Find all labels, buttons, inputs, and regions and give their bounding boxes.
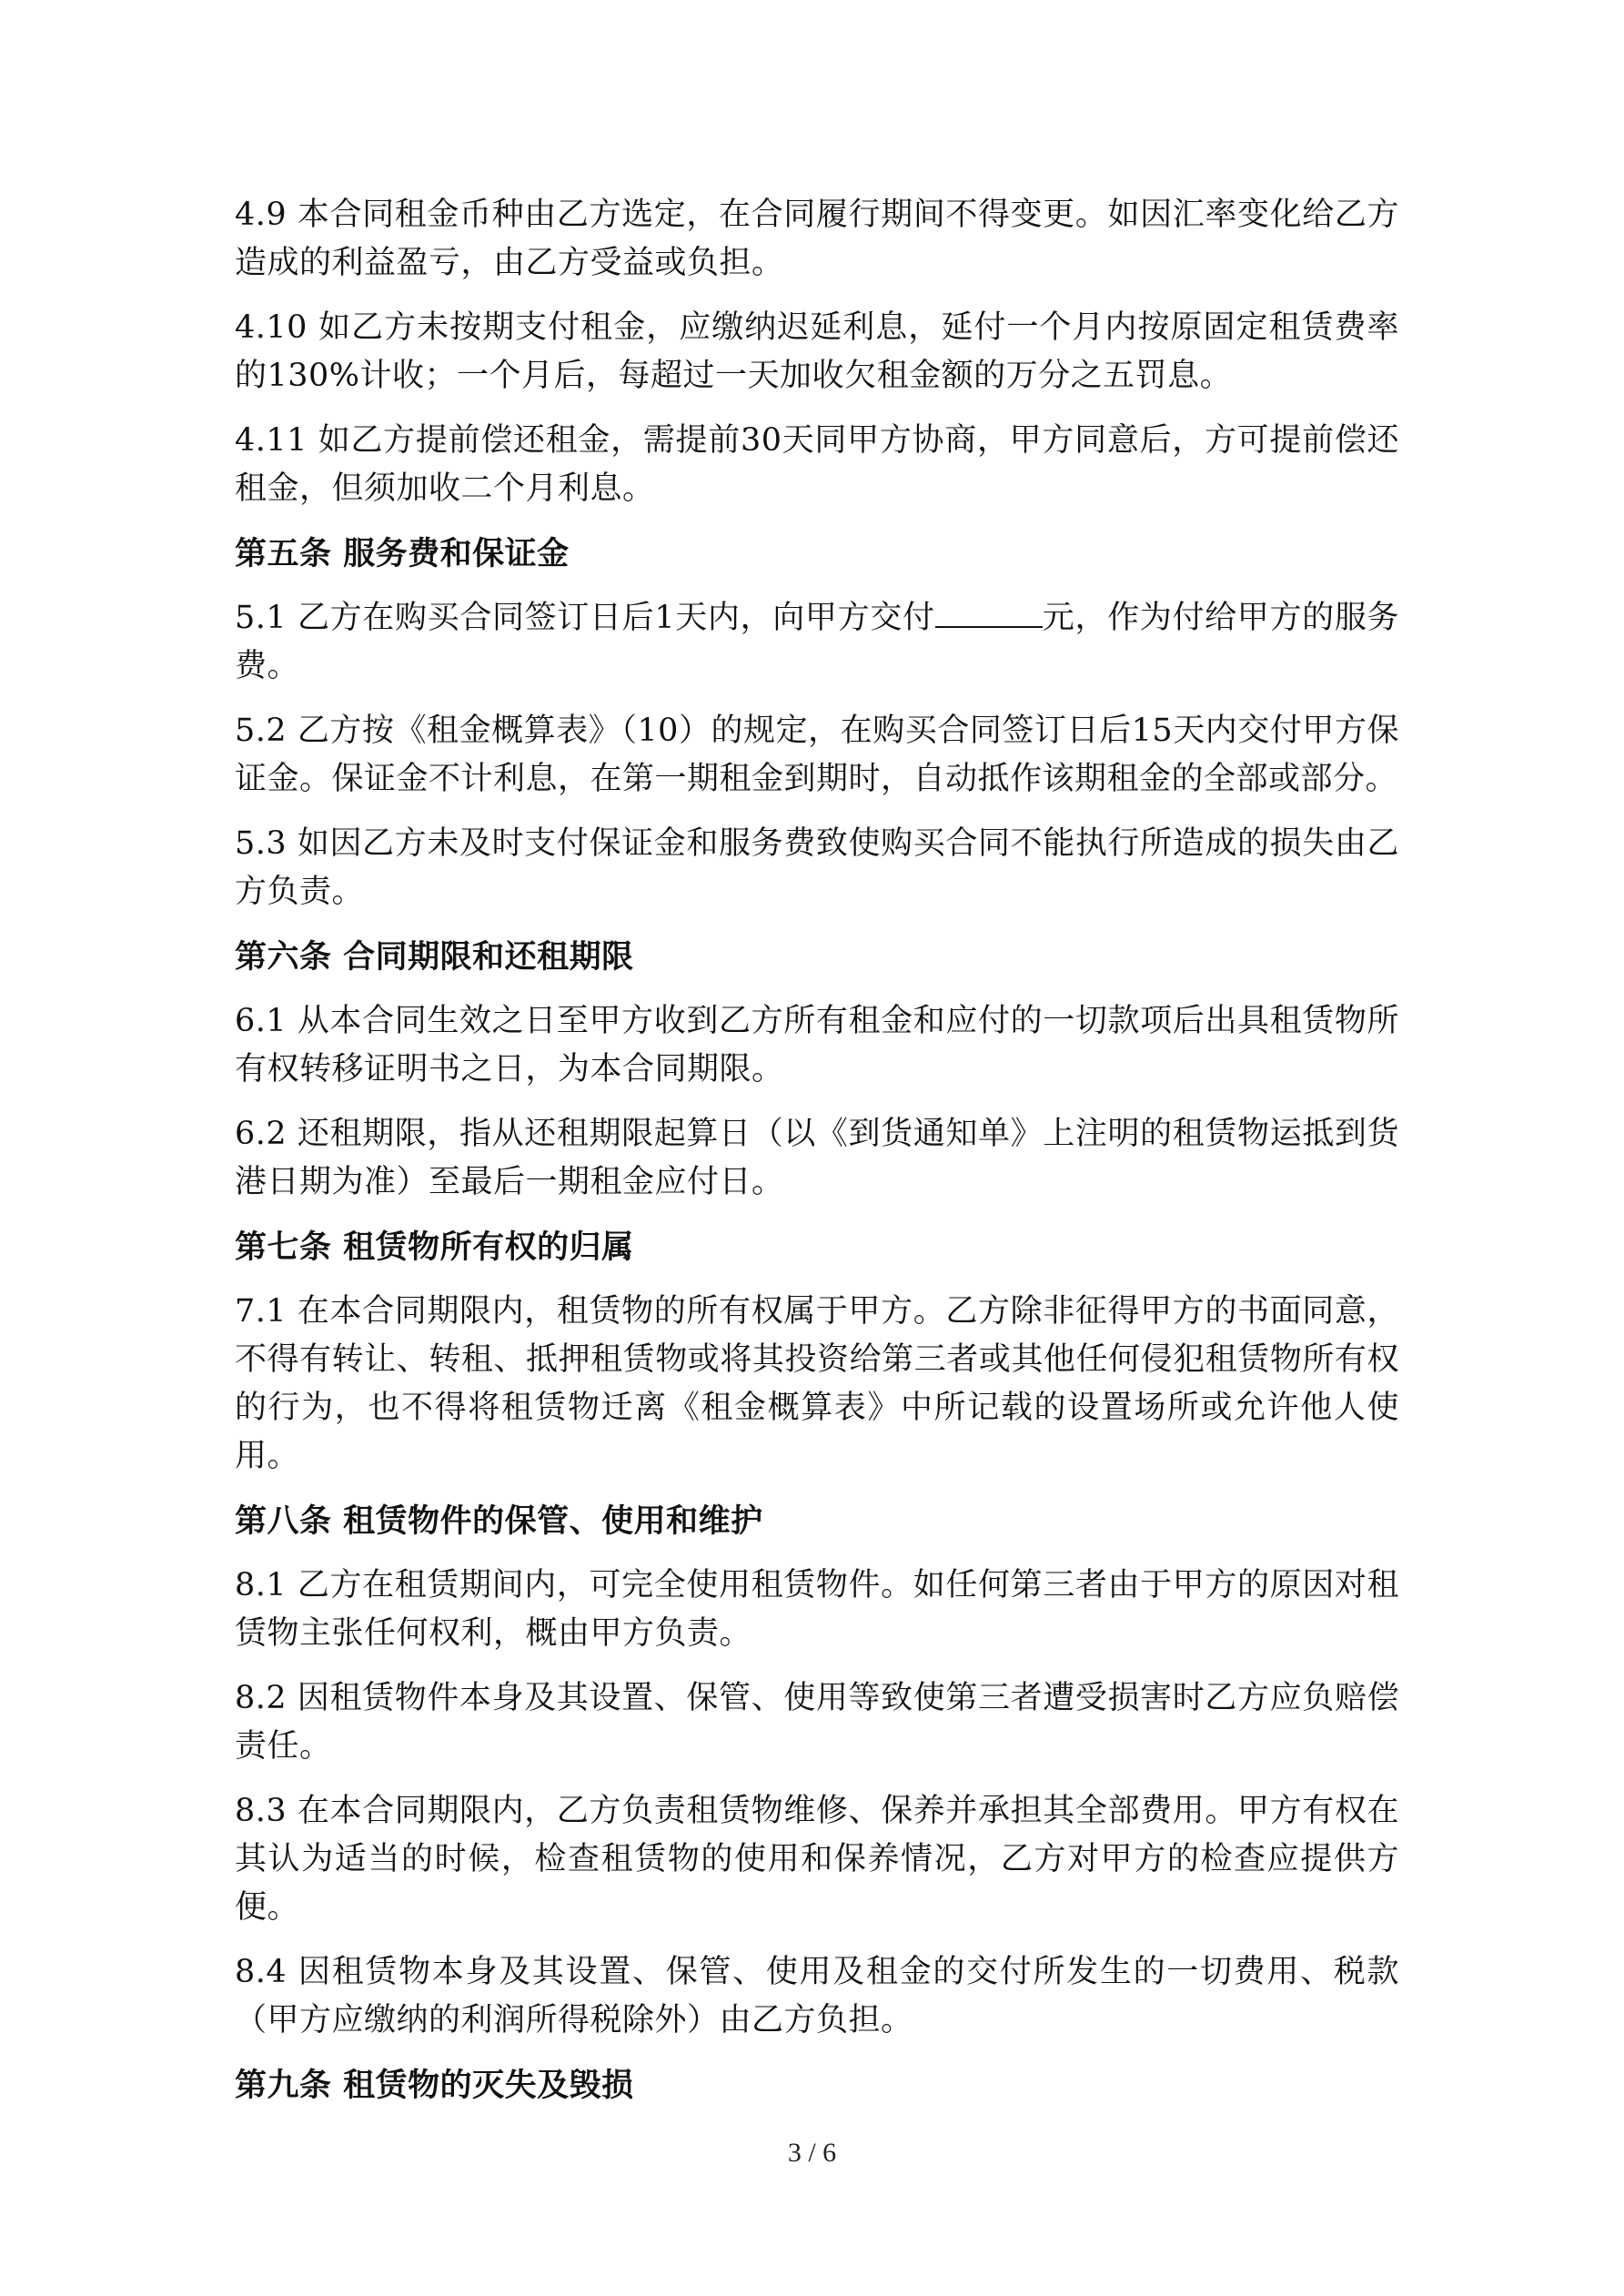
article-5-heading: 第五条 服务费和保证金	[235, 535, 570, 572]
clause-5-1	[235, 594, 1399, 691]
article-6-heading: 第六条 合同期限和还租期限	[235, 938, 634, 976]
fill-in-blank	[935, 599, 1043, 628]
clause-8-4: 8.4 因租赁物本身及其设置、保管、使用及租金的交付所发生的一切费用、税款（甲方应缴纳的利润所得税除外）由乙方负担。	[235, 1954, 1399, 2038]
clause-5-1-text-part1: 5.1 乙方在购买合同签订日后1天内，向甲方交付	[235, 600, 935, 636]
clause-7-1: 7.1 在本合同期限内，租赁物的所有权属于甲方。乙方除非征得甲方的书面同意，不得有转让、转租、抵押租赁物或将其投资给第三者或其他任何侵犯租赁物所有权的行为，也不得将租赁物迁离《租金概算表》中所记载的设置场所或允许他人使用。	[235, 1293, 1399, 1474]
article-9-heading: 第九条 租赁物的灭失及毁损	[235, 2067, 634, 2104]
clause-8-3: 8.3 在本合同期限内，乙方负责租赁物维修、保养并承担其全部费用。甲方有权在其认为适当的时候，检查租赁物的使用和保养情况，乙方对甲方的检查应提供方便。	[235, 1793, 1399, 1926]
article-7-heading: 第七条 租赁物所有权的归属	[235, 1229, 634, 1266]
clause-6-2: 6.2 还租期限，指从还租期限起算日（以《到货通知单》上注明的租赁物运抵到货港日期为准）至最后一期租金应付日。	[235, 1116, 1399, 1200]
clause-5-2: 5.2 乙方按《租金概算表》（10）的规定，在购买合同签订日后15天内交付甲方保证金。保证金不计利息，在第一期租金到期时，自动抵作该期租金的全部或部分。	[235, 713, 1399, 797]
clause-8-1: 8.1 乙方在租赁期间内，可完全使用租赁物件。如任何第三者由于甲方的原因对租赁物主张任何权利，概由甲方负责。	[235, 1567, 1399, 1652]
clause-5-1-text-part2: 元，作为付给甲方的服务费。	[235, 600, 1399, 684]
clause-6-1: 6.1 从本合同生效之日至甲方收到乙方所有租金和应付的一切款项后出具租赁物所有权转移证明书之日，为本合同期限。	[235, 1003, 1399, 1087]
page-number: 3 / 6	[787, 2138, 837, 2168]
clause-8-2: 8.2 因租赁物件本身及其设置、保管、使用等致使第三者遭受损害时乙方应负赔偿责任。	[235, 1680, 1399, 1765]
clause-4-10: 4.10 如乙方未按期支付租金，应缴纳迟延利息，延付一个月内按原固定租赁费率的130%计收；一个月后，每超过一天加收欠租金额的万分之五罚息。	[235, 309, 1399, 394]
document-page	[235, 191, 1399, 2126]
clause-5-3: 5.3 如因乙方未及时支付保证金和服务费致使购买合同不能执行所造成的损失由乙方负责。	[235, 825, 1399, 910]
clause-4-9: 4.9 本合同租金币种由乙方选定，在合同履行期间不得变更。如因汇率变化给乙方造成的利益盈亏，由乙方受益或负担。	[235, 197, 1399, 281]
clause-4-11: 4.11 如乙方提前偿还租金，需提前30天同甲方协商，甲方同意后，方可提前偿还租金，但须加收二个月利息。	[235, 422, 1399, 507]
article-8-heading: 第八条 租赁物件的保管、使用和维护	[235, 1502, 763, 1540]
